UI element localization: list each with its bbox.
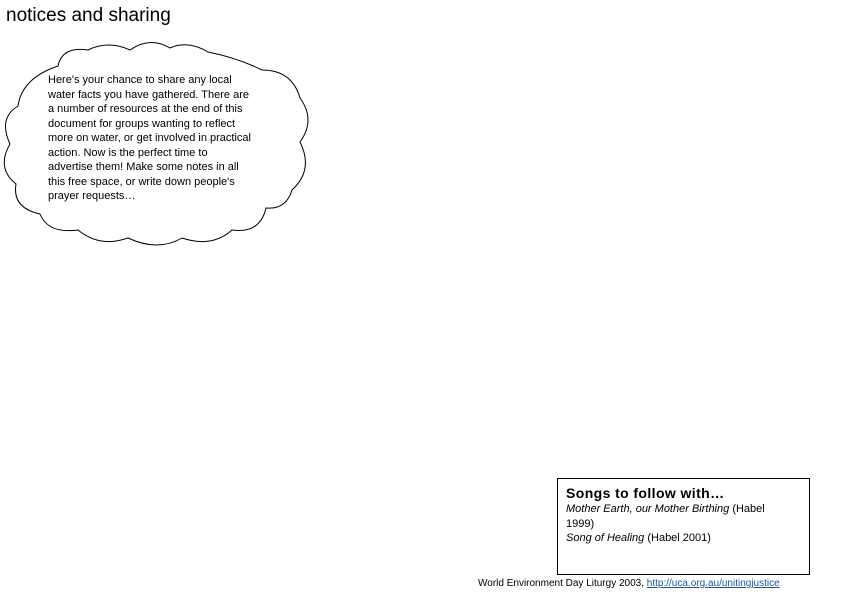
song-reference: (Habel 2001) bbox=[647, 532, 711, 544]
song-title: Mother Earth, our Mother Birthing bbox=[566, 503, 730, 515]
song-title: Song of Healing bbox=[566, 532, 645, 544]
songs-title: Songs to follow with… bbox=[566, 485, 725, 501]
cloud-line: more on water, or get involved in practical bbox=[48, 132, 251, 144]
page-title: notices and sharing bbox=[6, 5, 171, 26]
songs-box bbox=[557, 478, 810, 575]
cloud-line: document for groups wanting to reflect bbox=[48, 117, 236, 130]
song-reference: (Habel bbox=[732, 503, 765, 515]
cloud-line: this free space, or write down people's bbox=[48, 175, 235, 188]
footer-text: World Environment Day Liturgy 2003, bbox=[478, 578, 645, 589]
cloud-line: prayer requests… bbox=[48, 190, 136, 202]
song-reference-continued: 1999) bbox=[566, 517, 595, 530]
song-item bbox=[566, 531, 801, 546]
footer bbox=[478, 577, 780, 590]
cloud-line: a number of resources at the end of this bbox=[48, 103, 243, 115]
cloud-line: advertise them! Make some notes in all bbox=[48, 161, 239, 173]
song-item bbox=[566, 502, 801, 517]
cloud-line: Here's your chance to share any local bbox=[48, 74, 232, 86]
cloud-line: action. Now is the perfect time to bbox=[48, 146, 208, 159]
cloud-line: water facts you have gathered. There are bbox=[48, 88, 249, 101]
cloud-callout-text bbox=[48, 73, 278, 204]
footer-link[interactable]: http://uca.org.au/unitingjustice bbox=[646, 578, 780, 589]
